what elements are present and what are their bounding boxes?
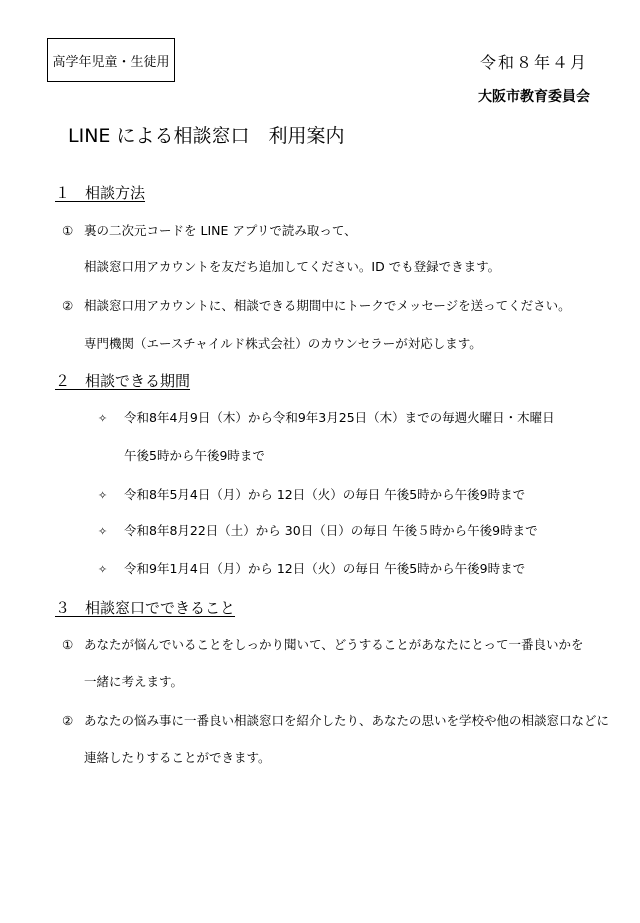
page-title: LINE による相談窓口 利用案内 xyxy=(68,125,345,147)
list-item xyxy=(62,635,584,653)
item-marker: ① xyxy=(62,223,74,238)
item-line: 令和9年1月4日（月）から 12日（火）の毎日 午後5時から午後9時まで xyxy=(124,561,526,576)
item-line: 令和8年8月22日（土）から 30日（日）の毎日 午後５時から午後9時まで xyxy=(124,523,538,538)
item-line: 専門機関（エースチャイルド株式会社）のカウンセラーが対応します。 xyxy=(84,336,482,351)
list-item xyxy=(98,521,538,539)
list-item xyxy=(98,559,525,577)
diamond-bullet-icon: ✧ xyxy=(98,525,108,538)
item-line: あなたが悩んでいることをしっかり聞いて、どうすることがあなたにとって一番良いかを xyxy=(84,637,584,652)
item-marker: ② xyxy=(62,713,74,728)
diamond-bullet-icon: ✧ xyxy=(98,412,108,425)
item-line: 裏の二次元コードを LINE アプリで読み取って、 xyxy=(84,223,357,238)
item-marker: ① xyxy=(62,637,74,652)
item-line: 令和8年4月9日（木）から令和9年3月25日（木）までの毎週火曜日・木曜日 xyxy=(124,410,555,425)
item-line: 連絡したりすることができます。 xyxy=(84,750,271,765)
section-heading-period: ２ 相談できる期間 xyxy=(55,372,191,390)
diamond-bullet-icon: ✧ xyxy=(98,489,108,502)
list-item xyxy=(62,221,357,239)
issuer-name: 大阪市教育委員会 xyxy=(478,89,590,105)
item-line: 令和8年5月4日（月）から 12日（火）の毎日 午後5時から午後9時まで xyxy=(124,487,526,502)
item-line: 相談窓口用アカウントを友だち追加してください。ID でも登録できます。 xyxy=(84,259,501,274)
section-heading-services: ３ 相談窓口でできること xyxy=(55,599,236,617)
item-line: 相談窓口用アカウントに、相談できる期間中にトークでメッセージを送ってください。 xyxy=(84,298,571,313)
list-item xyxy=(98,485,525,503)
audience-text: 高学年児童・生徒用 xyxy=(52,54,170,70)
item-line: 午後5時から午後9時まで xyxy=(124,448,265,463)
section-heading-method: １ 相談方法 xyxy=(55,184,146,202)
list-item xyxy=(98,408,555,426)
diamond-bullet-icon: ✧ xyxy=(98,563,108,576)
item-line: あなたの悩み事に一番良い相談窓口を紹介したり、あなたの思いを学校や他の相談窓口などに xyxy=(84,713,610,728)
item-line: 一緒に考えます。 xyxy=(84,674,184,689)
audience-label xyxy=(47,38,175,82)
issue-date: 令和８年４月 xyxy=(480,53,589,72)
list-item xyxy=(62,296,571,314)
list-item xyxy=(62,711,609,729)
item-marker: ② xyxy=(62,298,74,313)
